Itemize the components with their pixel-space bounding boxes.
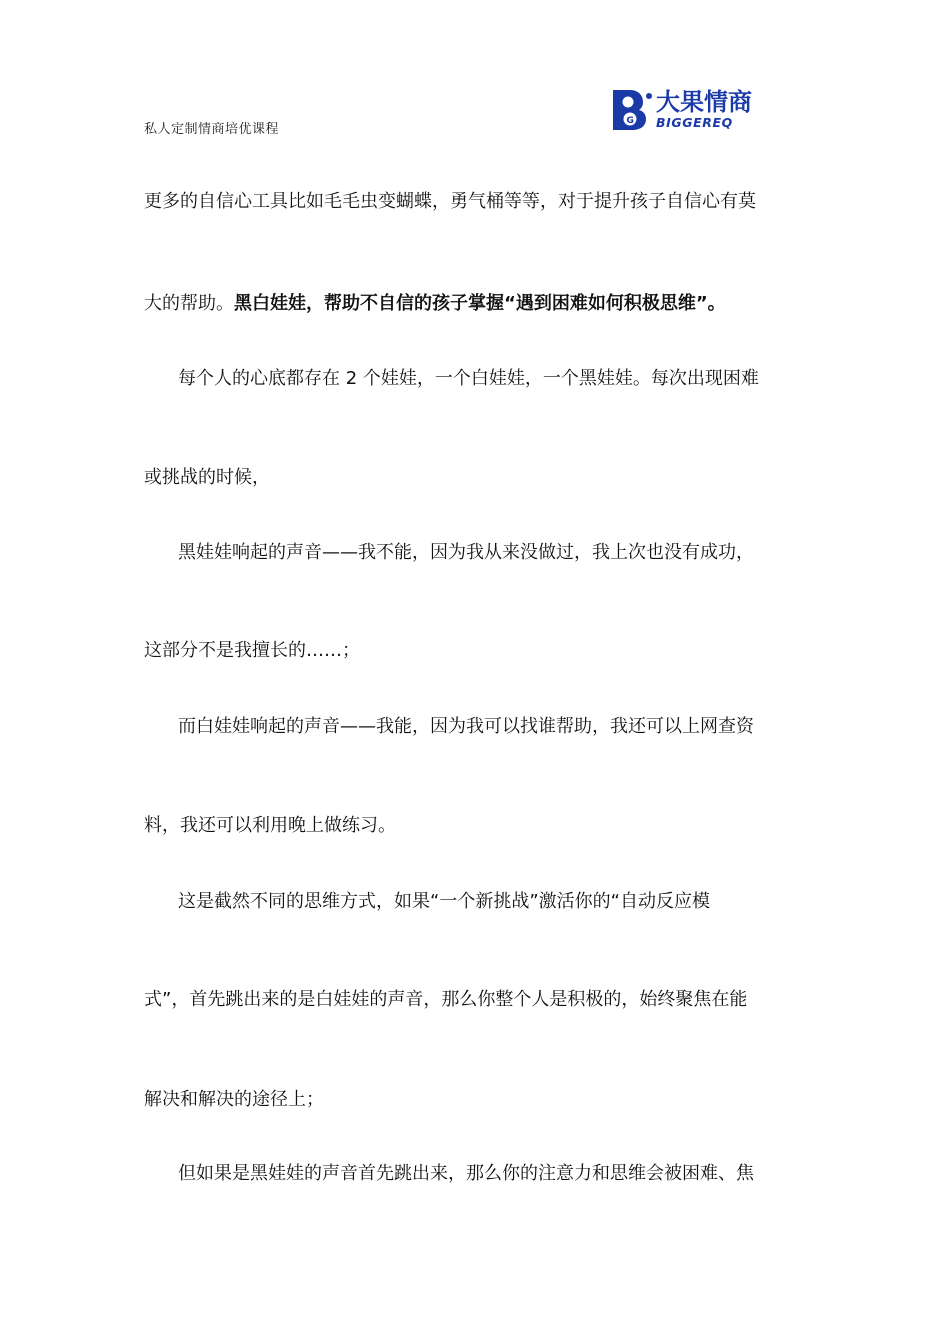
- line-2-bold-text: 黑白娃娃，帮助不自信的孩子掌握“遇到困难如何积极思维”。: [234, 293, 726, 314]
- paragraph-line-3: 每个人的心底都存在 2 个娃娃，一个白娃娃，一个黑娃娃。每次出现困难: [178, 368, 759, 389]
- paragraph-line-2: [144, 292, 726, 316]
- paragraph-line-4: 或挑战的时候，: [144, 467, 270, 488]
- logo-english-text: BIGGEREQ: [656, 115, 733, 130]
- biggereq-logo-icon: [610, 88, 654, 132]
- paragraph-line-7: 而白娃娃响起的声音——我能，因为我可以找谁帮助，我还可以上网查资: [178, 716, 754, 737]
- paragraph-line-1: 更多的自信心工具比如毛毛虫变蝴蝶，勇气桶等等，对于提升孩子自信心有莫: [144, 191, 756, 212]
- brand-logo: [610, 88, 780, 132]
- line-2-normal-text: 大的帮助。: [144, 293, 234, 314]
- paragraph-line-12: 但如果是黑娃娃的声音首先跳出来，那么你的注意力和思维会被困难、焦: [178, 1163, 754, 1184]
- svg-text:G: G: [626, 116, 634, 126]
- paragraph-line-9: 这是截然不同的思维方式，如果“一个新挑战”激活你的“自动反应模: [178, 891, 710, 912]
- paragraph-line-6: 这部分不是我擅长的……；: [144, 640, 360, 661]
- logo-chinese-text: 大果情商: [656, 88, 752, 116]
- paragraph-line-11: 解决和解决的途径上；: [144, 1089, 324, 1110]
- paragraph-line-5: 黑娃娃响起的声音——我不能，因为我从来没做过，我上次也没有成功，: [178, 542, 754, 563]
- paragraph-line-8: 料，我还可以利用晚上做练习。: [144, 815, 396, 836]
- header-course-name: 私人定制情商培优课程: [144, 122, 280, 137]
- paragraph-line-10: 式”，首先跳出来的是白娃娃的声音，那么你整个人是积极的，始终聚焦在能: [144, 989, 748, 1010]
